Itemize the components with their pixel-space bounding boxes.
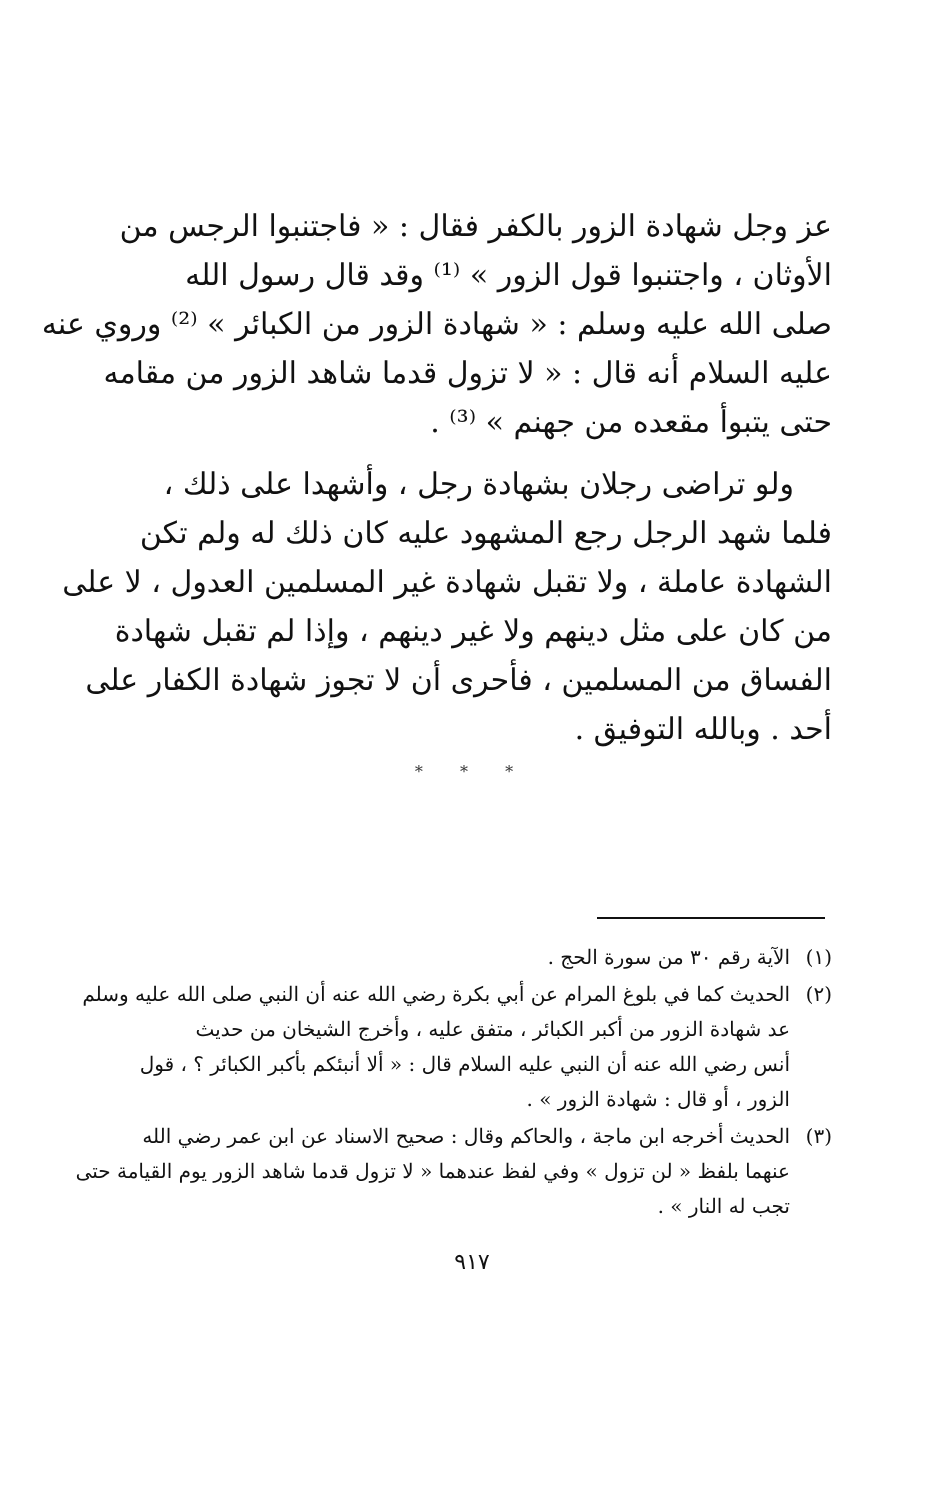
paragraph-line: الأوثان ، واجتنبوا قول الزور » ⁽¹⁾ وقد قال رسول الله bbox=[185, 258, 832, 293]
paragraph-line: من كان على مثل دينهم ولا غير دينهم ، وإذا لم تقبل شهادة bbox=[114, 614, 832, 649]
footnote-text bbox=[160, 940, 790, 975]
footnote-divider bbox=[597, 917, 825, 919]
paragraph-line: حتى يتبوأ مقعده من جهنم » ⁽³⁾ . bbox=[430, 405, 832, 440]
footnotes bbox=[75, 940, 832, 1226]
paragraph-line: فلما شهد الرجل رجع المشهود عليه كان ذلك له ولم تكن bbox=[139, 516, 832, 551]
page-number: ٩١٧ bbox=[454, 1250, 490, 1275]
footnote-line: عنهما بلفظ « لن تزول » وفي لفظ عندهما « لا تزول قدما شاهد الزور يوم القيامة حتى bbox=[75, 1159, 790, 1183]
paragraph-line: عز وجل شهادة الزور بالكفر فقال : « فاجتنبوا الرجس من bbox=[119, 209, 832, 244]
footnote-text bbox=[76, 1119, 790, 1224]
paragraph-line: عليه السلام أنه قال : « لا تزول قدما شاهد الزور من مقامه bbox=[103, 356, 832, 391]
footnote-text bbox=[82, 977, 790, 1117]
footnote-line: الآية رقم ٣٠ من سورة الحج . bbox=[547, 945, 790, 969]
paragraph-line: ولو تراضى رجلان بشهادة رجل ، وأشهدا على ذلك ، bbox=[163, 467, 794, 502]
footnote-line: تجب له النار » . bbox=[657, 1194, 790, 1218]
paragraph-line: الشهادة عاملة ، ولا تقبل شهادة غير المسلمين العدول ، لا على bbox=[62, 565, 832, 600]
paragraph-1 bbox=[41, 202, 832, 447]
footnote-line: الحديث كما في بلوغ المرام عن أبي بكرة رضي الله عنه أن النبي صلى الله عليه وسلم bbox=[82, 982, 790, 1006]
paragraph-line: أحد . وبالله التوفيق . bbox=[574, 712, 832, 747]
paragraph-line: الفساق من المسلمين ، فأحرى أن لا تجوز شهادة الكفار على bbox=[85, 663, 832, 698]
footnote-3 bbox=[75, 1119, 832, 1224]
footnote-number: (١) bbox=[805, 945, 832, 969]
paragraph-2 bbox=[62, 460, 832, 754]
footnote-line: أنس رضي الله عنه أن النبي عليه السلام قال : « ألا أنبئكم بأكبر الكبائر ؟ ، قول bbox=[139, 1052, 790, 1076]
footnote-1 bbox=[160, 940, 832, 975]
footnote-number: (٢) bbox=[805, 982, 832, 1006]
paragraph-line: صلى الله عليه وسلم : « شهادة الزور من الكبائر » ⁽²⁾ وروي عنه bbox=[41, 307, 832, 342]
footnote-line: الحديث أخرجه ابن ماجة ، والحاكم وقال : صحيح الاسناد عن ابن عمر رضي الله bbox=[142, 1124, 790, 1148]
footnote-2 bbox=[82, 977, 832, 1117]
footnote-line: الزور ، أو قال : شهادة الزور » . bbox=[526, 1087, 790, 1111]
footnote-line: عد شهادة الزور من أكبر الكبائر ، متفق عليه ، وأخرج الشيخان من حديث bbox=[195, 1017, 790, 1041]
section-separator: * * * bbox=[414, 762, 530, 781]
footnote-number: (٣) bbox=[805, 1124, 832, 1148]
